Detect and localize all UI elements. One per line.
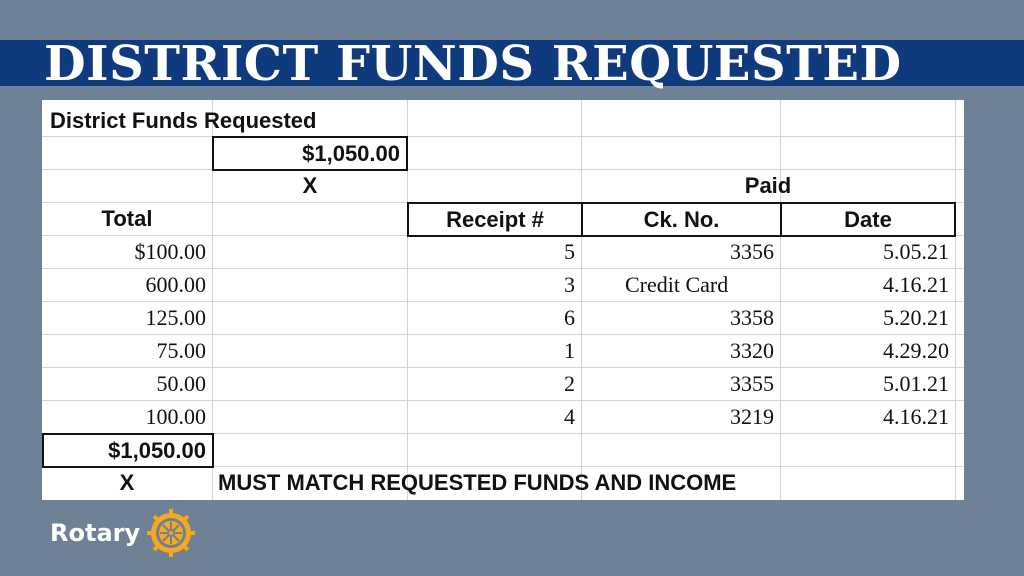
row-total: 100.00 [145,404,206,429]
column-header-receipt: Receipt # [407,202,583,237]
column-header-date: Date [780,202,956,237]
row-receipt: 4 [564,404,575,429]
row-check-no: Credit Card [625,272,729,297]
row-total: 125.00 [145,305,206,330]
row-total: $100.00 [134,239,206,264]
row-total: 600.00 [145,272,206,297]
slide-title: DISTRICT FUNDS REQUESTED [44,36,902,92]
match-note: MUST MATCH REQUESTED FUNDS AND INCOME [218,470,737,495]
row-receipt: 3 [564,272,575,297]
row-date: 5.01.21 [883,371,949,396]
column-header-total: Total [101,206,153,231]
row-check-no: 3320 [730,338,774,363]
row-date: 5.20.21 [883,305,949,330]
row-receipt: 6 [564,305,575,330]
rotary-logo [50,508,196,558]
sheet-heading: District Funds Requested [50,108,317,133]
spreadsheet [42,100,964,500]
row-total: 50.00 [156,371,206,396]
rotary-wheel-icon [146,508,196,558]
row-receipt: 5 [564,239,575,264]
total-check-mark: X [119,470,135,495]
row-check-no: 3219 [730,404,774,429]
requested-amount: $1,050.00 [212,136,408,171]
row-check-no: 3355 [730,371,774,396]
row-date: 4.29.20 [883,338,949,363]
row-date: 4.16.21 [883,272,949,297]
row-date: 5.05.21 [883,239,949,264]
row-total: 75.00 [156,338,206,363]
rotary-wordmark: Rotary [50,519,141,547]
row-receipt: 2 [564,371,575,396]
grand-total: $1,050.00 [42,433,214,468]
row-date: 4.16.21 [883,404,949,429]
row-check-no: 3356 [730,239,774,264]
paid-header: Paid [744,173,792,198]
grid-line [955,100,956,500]
column-header-check-no: Ck. No. [581,202,782,237]
row-check-no: 3358 [730,305,774,330]
row-receipt: 1 [564,338,575,363]
requested-check-mark: X [302,173,318,198]
